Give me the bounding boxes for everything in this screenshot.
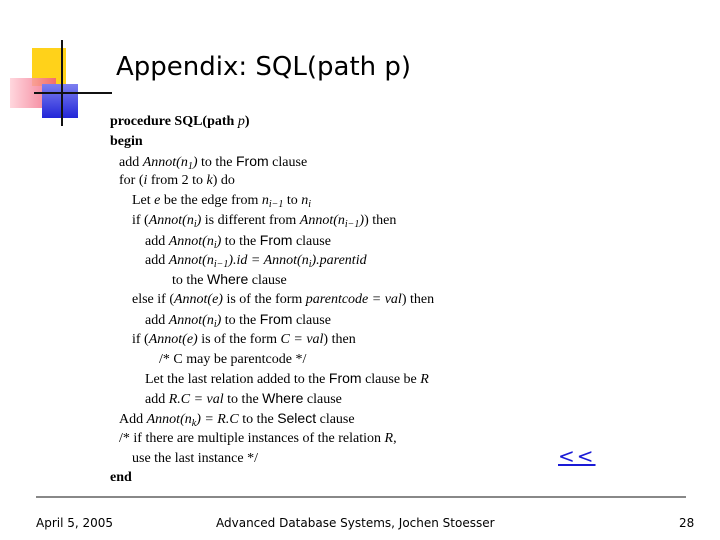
header-param: p (237, 114, 245, 129)
line-end (110, 468, 530, 488)
math: R.C = val (168, 392, 224, 408)
line-9 (110, 310, 530, 330)
header-text: procedure SQL(path (110, 114, 238, 129)
sql-keyword: From (259, 231, 293, 248)
sql-keyword: From (236, 152, 269, 169)
math: Annot(n (148, 212, 194, 228)
comment: , (393, 430, 397, 446)
slide-title: Appendix: SQL(path p) (116, 52, 412, 82)
text: to (283, 193, 302, 209)
line-7 (110, 270, 530, 290)
page-number: 28 (679, 516, 695, 530)
line-2 (110, 171, 530, 191)
text: add (145, 312, 169, 328)
math: ) (359, 212, 365, 228)
end-keyword: end (110, 470, 132, 486)
math: Annot(n (168, 233, 214, 249)
sql-keyword: From (328, 370, 362, 387)
math: Annot(n (146, 411, 192, 427)
subscript: i (213, 318, 217, 330)
text: from 2 to (147, 173, 207, 189)
line-13 (110, 389, 530, 409)
text: is of the form (222, 292, 306, 308)
text: else if ( (132, 292, 174, 308)
math: Annot(e) (148, 331, 198, 347)
text: to the (223, 392, 263, 408)
subscript: i−1 (268, 199, 284, 211)
text: clause (292, 312, 331, 328)
math: R (384, 430, 394, 446)
math: k (206, 173, 213, 189)
subscript: k (191, 417, 197, 429)
footer-date: April 5, 2005 (36, 516, 114, 530)
math: C = val (280, 331, 324, 347)
text: to the (221, 312, 260, 328)
line-3 (110, 191, 530, 211)
text: add (119, 154, 143, 170)
line-begin (110, 132, 530, 152)
logo-horizontal-line (34, 92, 112, 94)
text: to the (221, 233, 260, 249)
procedure-header (110, 112, 530, 132)
sql-keyword: Where (207, 271, 249, 288)
line-6 (110, 251, 530, 271)
line-8 (110, 290, 530, 310)
subscript: i−1 (344, 218, 360, 230)
procedure-listing (110, 112, 530, 488)
comment: /* C may be parentcode */ (159, 351, 307, 367)
line-12 (110, 369, 530, 389)
header-close: ) (244, 114, 250, 129)
math: Annot(n (168, 312, 214, 328)
begin-keyword: begin (110, 133, 143, 149)
subscript: i (308, 258, 312, 270)
text: be the edge from (160, 193, 262, 209)
sql-keyword: Select (277, 409, 317, 426)
text: Add (119, 411, 147, 427)
text: ) then (364, 212, 397, 228)
math: ).parentid (311, 252, 367, 268)
back-link[interactable]: << (558, 444, 596, 468)
math: ) = R.C (196, 411, 239, 427)
text: add (145, 233, 169, 249)
text: clause (316, 411, 355, 427)
line-14 (110, 409, 530, 429)
text: Let the last relation added to the (145, 372, 329, 388)
logo-vertical-line (61, 40, 63, 126)
text: clause (292, 233, 331, 249)
text: if ( (132, 212, 149, 228)
math: R (420, 372, 429, 388)
sql-keyword: From (259, 310, 293, 327)
math: ) (196, 212, 202, 228)
math: i (143, 173, 148, 189)
math: Annot(n (299, 212, 345, 228)
text: ) do (212, 173, 235, 189)
text: to the (197, 154, 236, 170)
text: ) then (323, 331, 356, 347)
sql-keyword: Where (262, 390, 304, 407)
text: clause be (361, 372, 421, 388)
text: for ( (119, 173, 144, 189)
math: n (261, 193, 269, 209)
math: ) (216, 312, 222, 328)
text: add (145, 252, 169, 268)
line-5 (110, 231, 530, 251)
text: is of the form (197, 331, 281, 347)
text: ) then (401, 292, 435, 308)
text: to the (238, 411, 278, 427)
subscript: i−1 (213, 258, 229, 270)
footer-title: Advanced Database Systems, Jochen Stoesser (216, 516, 495, 530)
text: Let (132, 193, 155, 209)
math: e (154, 193, 161, 209)
text: to the (172, 273, 207, 289)
math: ).id = Annot(n (228, 252, 309, 268)
math: Annot(e) (173, 292, 223, 308)
subscript: i (308, 199, 312, 211)
math: ) (216, 233, 222, 249)
line-11 (110, 350, 530, 370)
subscript: i (193, 218, 197, 230)
text: clause (248, 273, 287, 289)
logo-blue-square (42, 84, 78, 118)
line-1 (110, 152, 530, 172)
math: Annot(n (168, 252, 214, 268)
subscript: i (213, 239, 217, 251)
line-15 (110, 429, 530, 449)
footer-divider (36, 496, 686, 498)
text: clause (303, 392, 342, 408)
text: add (145, 392, 169, 408)
line-10 (110, 330, 530, 350)
comment: /* if there are multiple instances of the relation (119, 430, 385, 446)
math: parentcode = val (305, 292, 402, 308)
comment: use the last instance */ (132, 450, 258, 466)
text: is different from (201, 212, 300, 228)
text: if ( (132, 331, 149, 347)
math: ) (192, 154, 198, 170)
line-4 (110, 211, 530, 231)
math: n (301, 193, 309, 209)
line-16 (110, 449, 530, 469)
subscript: 1 (187, 160, 193, 172)
text: clause (268, 154, 308, 170)
math: Annot(n (142, 154, 188, 170)
